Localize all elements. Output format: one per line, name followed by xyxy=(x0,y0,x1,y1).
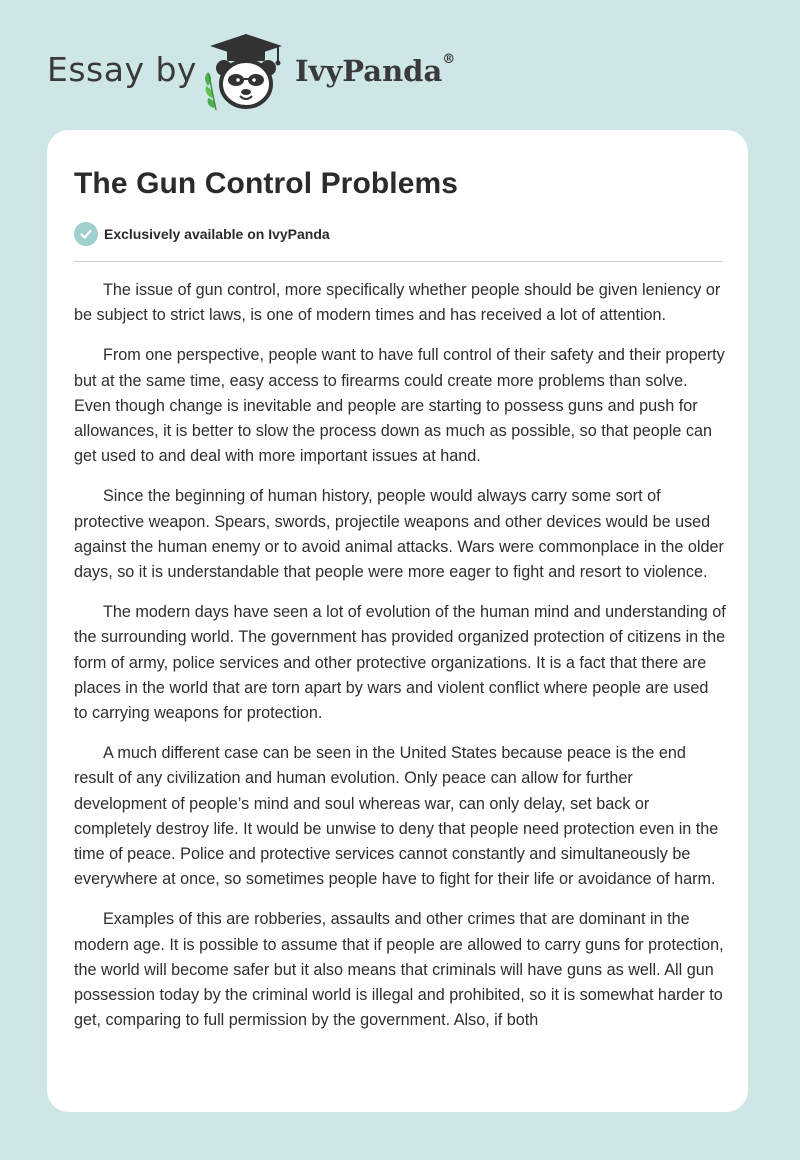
divider xyxy=(74,261,723,262)
site-header xyxy=(47,30,547,110)
paragraph: Examples of this are robberies, assaults and other crimes that are dominant in the modern age. It is possible to assume that if people are allowed to carry guns for protection, the world will become safer but it also means that criminals will have guns as well. All gun possession today by the criminal world is illegal and prohibited, so it is somewhat harder to get, comparing to full permission by the government. Also, if both xyxy=(74,910,724,1030)
paragraph: The modern days have seen a lot of evolution of the human mind and understanding of the surrounding world. The government has provided organized protection of citizens in the form of army, police services and other protective organizations. It is a fact that there are places in the world that are torn apart by wars and violent conflict where people are used to carrying weapons for protection. xyxy=(74,603,726,723)
check-icon xyxy=(74,222,98,246)
exclusive-badge xyxy=(74,222,330,246)
registered-mark: ® xyxy=(442,52,456,67)
brand-name[interactable]: IvyPanda® xyxy=(295,52,456,88)
paragraph: Since the beginning of human history, people would always carry some sort of protective weapon. Spears, swords, projectile weapons and other devices would be used against the human enemy or to avoid animal attacks. Wars were commonplace in the older days, so it is understandable that people were more eager to fight and resort to violence. xyxy=(74,487,724,582)
essay-card xyxy=(47,130,748,1112)
essay-body xyxy=(74,278,726,1048)
panda-graduate-icon[interactable] xyxy=(200,32,292,112)
paragraph: From one perspective, people want to have full control of their safety and their property but at the same time, easy access to firearms could create more problems than solve. Even though change is inevitable and people are starting to possess guns and push for allowances, it is better to slow the process down as much as possible, so that people can get used to and deal with more important issues at hand. xyxy=(74,346,725,466)
page-title: The Gun Control Problems xyxy=(74,167,459,200)
paragraph: A much different case can be seen in the United States because peace is the end result of any civilization and human evolution. Only peace can allow for further development of people’s mind and soul whereas war, can only delay, set back or completely destroy life. It would be unwise to deny that people need protection even in the time of peace. Police and protective services cannot constantly and simultaneously be everywhere at once, so sometimes people have to fight for their life or avoidance of harm. xyxy=(74,744,719,889)
exclusive-label: Exclusively available on IvyPanda xyxy=(104,226,330,242)
essay-by-label: Essay by xyxy=(47,50,197,89)
paragraph: The issue of gun control, more specifically whether people should be given leniency or be subject to strict laws, is one of modern times and has received a lot of attention. xyxy=(74,281,721,325)
